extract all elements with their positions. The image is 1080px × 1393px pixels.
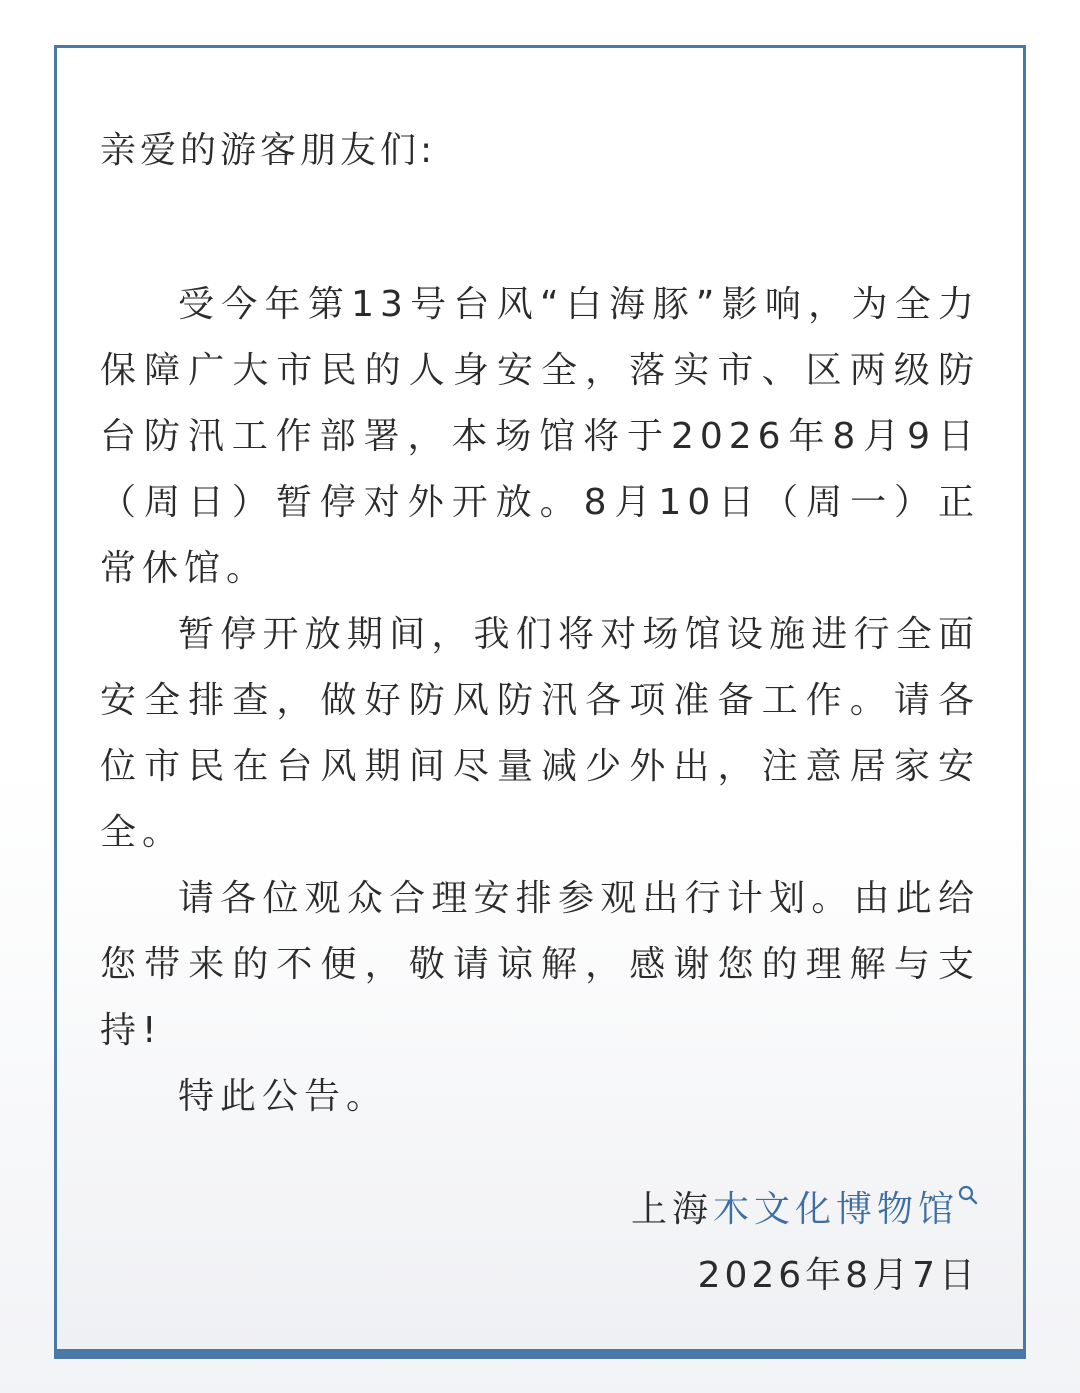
greeting: 亲爱的游客朋友们: xyxy=(100,130,437,171)
paragraph-closure-announcement: 受今年第13号台风“白海豚”影响，为全力保障广大市民的人身安全，落实市、区两级防台防汛工作部署，本场馆将于2026年8月9日（周日）暂停对外开放。8月10日（周一）正常休馆。 xyxy=(100,284,980,589)
organization-prefix: 上海 xyxy=(630,1189,713,1230)
paragraph-apology: 请各位观众合理安排参观出行计划。由此给您带来的不便，敬请谅解，感谢您的理解与支持! xyxy=(100,878,980,1051)
notice-date: 2026年8月7日 xyxy=(697,1255,979,1296)
search-icon[interactable] xyxy=(957,1184,979,1206)
paragraph-closing: 特此公告。 xyxy=(178,1076,389,1117)
organization-name xyxy=(631,1180,979,1240)
paragraph-safety-inspection: 暂停开放期间，我们将对场馆设施进行全面安全排查，做好防风防汛各项准备工作。请各位市民在台风期间尽量减少外出，注意居家安全。 xyxy=(100,614,980,853)
notice-content xyxy=(100,118,980,1130)
museum-link[interactable]: 木文化博物馆 xyxy=(712,1189,959,1230)
signature-block xyxy=(631,1180,979,1306)
notice-card xyxy=(54,45,1026,1359)
